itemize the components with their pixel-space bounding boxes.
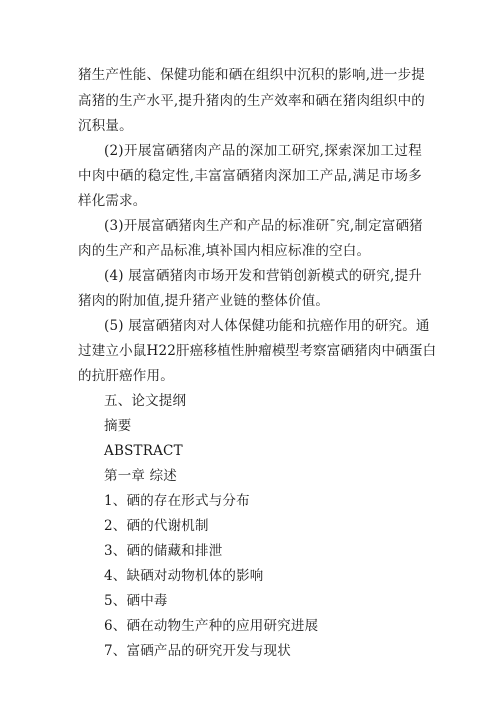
outline-item-abstract-cn: 摘要: [104, 418, 132, 434]
outline-heading: 五、论文提纲: [104, 393, 187, 409]
paragraph-1-line-3: 沉积量。: [78, 118, 133, 134]
paragraph-5-line-1: (5) 展富硒猪肉对人体保健功能和抗癌作用的研究。通: [104, 318, 430, 334]
outline-item-6: 6、硒在动物生产种的应用研究进展: [104, 618, 319, 634]
paragraph-2-line-1: (2)开展富硒猪肉产品的深加工研究,探索深加工过程: [104, 143, 422, 159]
paragraph-5-line-3: 的抗肝癌作用。: [78, 368, 174, 384]
paragraph-3-line-2: 肉的生产和产品标准,填补国内相应标准的空白。: [78, 243, 371, 259]
paragraph-2-line-2: 中肉中硒的稳定性,丰富富硒猪肉深加工产品,满足市场多: [78, 168, 422, 184]
paragraph-2-line-3: 样化需求。: [78, 193, 147, 209]
outline-item-2: 2、硒的代谢机制: [104, 518, 209, 534]
paragraph-4-line-2: 猪肉的附加值,提升猪产业链的整体价值。: [78, 293, 330, 309]
paragraph-1-line-1: 猪生产性能、保健功能和硒在组织中沉积的影响,进一步提: [78, 67, 425, 83]
outline-item-1: 1、硒的存在形式与分布: [104, 493, 250, 509]
paragraph-3-line-1: (3)开展富硒猪肉生产和产品的标准研ˉ究,制定富硒猪: [104, 218, 423, 234]
outline-item-chapter-1: 第一章 综述: [104, 468, 177, 484]
outline-item-5: 5、硒中毒: [104, 593, 168, 609]
paragraph-1-line-2: 高猪的生产水平,提升猪肉的生产效率和硒在猪肉组织中的: [78, 93, 425, 109]
paragraph-5-line-2: 过建立小鼠H22肝癌移植性肿瘤模型考察富硒猪肉中硒蛋白: [78, 343, 437, 359]
outline-item-4: 4、缺硒对动物机体的影响: [104, 568, 264, 584]
paragraph-4-line-1: (4) 展富硒猪肉市场开发和营销创新模式的研究,提升: [104, 268, 422, 284]
outline-item-3: 3、硒的储藏和排泄: [104, 543, 223, 559]
outline-item-abstract-en: ABSTRACT: [104, 443, 183, 459]
outline-item-7: 7、富硒产品的研究开发与现状: [104, 643, 291, 659]
